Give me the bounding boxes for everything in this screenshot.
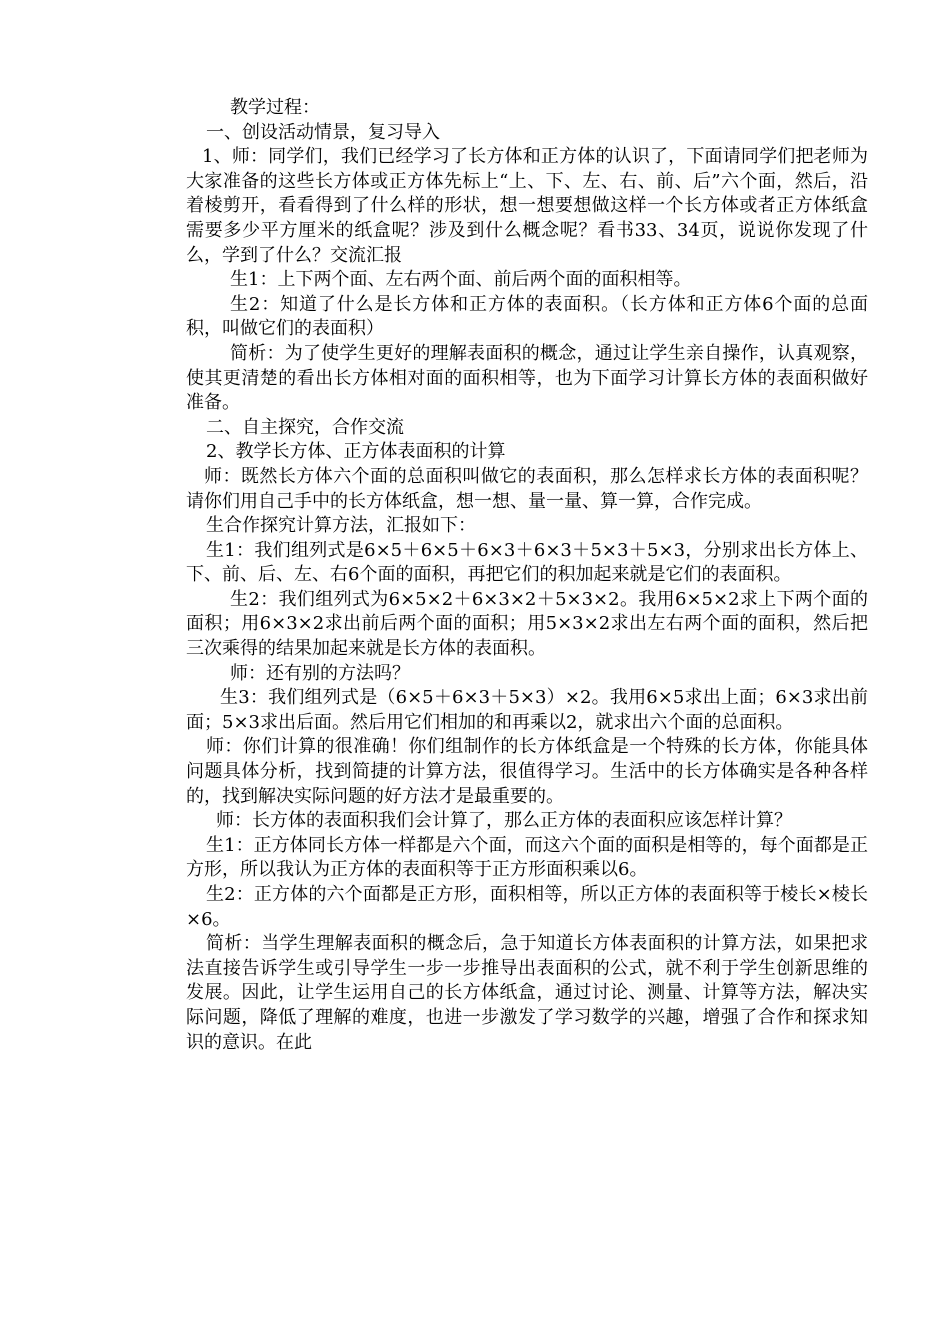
document-body bbox=[186, 96, 868, 1055]
paragraph-group-3: 生3：我们组列式是（6×5＋6×3＋5×3）×2。我用6×5求出上面；6×3求出前面；5×3求出后面。然后用它们相加的和再乘以2，就求出六个面的总面积。 bbox=[186, 687, 868, 733]
section-heading-1: 一、创设活动情景，复习导入 bbox=[206, 121, 440, 143]
paragraph-group-1: 生1：我们组列式是6×5＋6×5＋6×3＋6×3＋5×3＋5×3，分别求出长方体上、下、前、后、左、右6个面的面积，再把它们的积加起来就是它们的表面积。 bbox=[186, 539, 868, 586]
paragraph-cube-student-1: 生1：正方体同长方体一样都是六个面，而这六个面的面积是相等的，每个面都是正方形，所以我认为正方体的表面积等于正方形面积乘以6。 bbox=[186, 834, 868, 881]
paragraph-teacher-other-method: 师：还有别的方法吗？ bbox=[230, 662, 410, 684]
paragraph-teacher-question: 师：既然长方体六个面的总面积叫做它的表面积，那么怎样求长方体的表面积呢？请你们用自己手中的长方体纸盒，想一想、量一量、算一算，合作完成。 bbox=[186, 465, 868, 512]
subsection-heading-2: 2、教学长方体、正方体表面积的计算 bbox=[206, 441, 506, 463]
paragraph-analysis-1: 简析：为了使学生更好的理解表面积的概念，通过让学生亲自操作，认真观察，使其更清楚的看出长方体相对面的面积相等，也为下面学习计算长方体的表面积做好准备。 bbox=[186, 342, 868, 414]
paragraph-teacher-praise: 师：你们计算的很准确！你们组制作的长方体纸盒是一个特殊的长方体，你能具体问题具体分析，找到简捷的计算方法，很值得学习。生活中的长方体确实是各种各样的，找到解决实际问题的好方法才是最重要的。 bbox=[186, 736, 868, 807]
paragraph-group-2: 生2：我们组列式为6×5×2＋6×3×2＋5×3×2。我用6×5×2求上下两个面的面积；用6×3×2求出前后两个面的面积；用5×3×2求出左右两个面的面积，然后把三次乘得的结果加起来就是长方体的表面积。 bbox=[186, 588, 868, 660]
paragraph-student-1: 生1：上下两个面、左右两个面、前后两个面的面积相等。 bbox=[230, 269, 692, 291]
paragraph-cube-student-2: 生2：正方体的六个面都是正方形，面积相等，所以正方体的表面积等于棱长×棱长×6。 bbox=[186, 884, 868, 930]
section-heading-2: 二、自主探究，合作交流 bbox=[206, 416, 404, 438]
paragraph-student-report: 生合作探究计算方法，汇报如下： bbox=[206, 515, 476, 537]
paragraph-analysis-2: 简析：当学生理解表面积的概念后，急于知道长方体表面积的计算方法，如果把求法直接告诉学生或引导学生一步一步推导出表面积的公式，就不利于学生创新思维的发展。因此，让学生运用自己的长方体纸盒，通过讨论、测量、计算等方法，解决实际问题，降低了理解的难度，也进一步激发了学习数学的兴趣，增强了合作和探求知识的意识。在此 bbox=[186, 933, 868, 1053]
paragraph-student-2: 生2：知道了什么是长方体和正方体的表面积。（长方体和正方体6个面的总面积，叫做它们的表面积） bbox=[186, 293, 868, 340]
heading-teaching-process: 教学过程： bbox=[230, 97, 320, 118]
paragraph-teacher-intro: 1、师：同学们，我们已经学习了长方体和正方体的认识了，下面请同学们把老师为大家准备的这些长方体或正方体先标上“上、下、左、右、前、后”六个面，然后，沿着棱剪开，看看得到了什么样的形状，想一想要想做这样一个长方体或者正方体纸盒需要多少平方厘米的纸盒呢？涉及到什么概念呢？看书33、34页，说说你发现了什么，学到了什么？交流汇报 bbox=[186, 146, 868, 266]
paragraph-teacher-cube-question: 师：长方体的表面积我们会计算了，那么正方体的表面积应该怎样计算？ bbox=[216, 810, 792, 832]
